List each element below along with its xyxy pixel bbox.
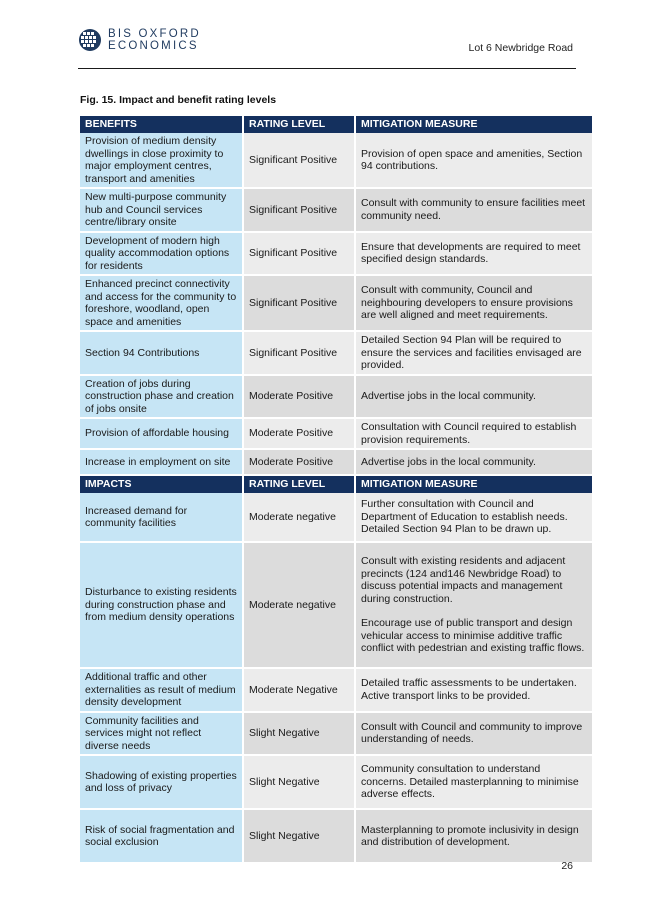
mitigation-cell xyxy=(354,543,592,669)
table-row xyxy=(80,756,592,810)
mitigation-cell: Advertise jobs in the local community. xyxy=(354,450,592,476)
table-row xyxy=(80,276,592,332)
benefit-cell: Development of modern high quality accommodation options for residents xyxy=(80,233,242,277)
rating-cell: Slight Negative xyxy=(242,756,354,810)
rating-cell: Slight Negative xyxy=(242,713,354,757)
mitigation-cell: Consult with community, Council and neighbouring developers to ensure provisions are well aligned and meet requirements. xyxy=(354,276,592,332)
mitigation-cell: Detailed traffic assessments to be undertaken. Active transport links to be provided. xyxy=(354,669,592,713)
mitigation-header: MITIGATION MEASURE xyxy=(354,116,592,133)
table-row xyxy=(80,376,592,420)
mitigation-cell: Consultation with Council required to establish provision requirements. xyxy=(354,419,592,450)
rating-cell: Significant Positive xyxy=(242,189,354,233)
rating-table xyxy=(80,116,592,864)
mitigation-cell: Masterplanning to promote inclusivity in design and distribution of development. xyxy=(354,810,592,864)
mitigation-cell: Community consultation to understand concerns. Detailed masterplanning to minimise adverse effects. xyxy=(354,756,592,810)
rating-cell: Significant Positive xyxy=(242,276,354,332)
mitigation-cell: Ensure that developments are required to meet specified design standards. xyxy=(354,233,592,277)
rating-cell: Moderate negative xyxy=(242,543,354,669)
mitigation-cell: Further consultation with Council and Department of Education to establish needs. Detailed Section 94 Plan to be drawn up. xyxy=(354,493,592,543)
mitigation-cell: Consult with community to ensure facilities meet community need. xyxy=(354,189,592,233)
benefit-cell: New multi-purpose community hub and Council services centre/library onsite xyxy=(80,189,242,233)
mitigation-cell: Consult with Council and community to improve understanding of needs. xyxy=(354,713,592,757)
rating-cell: Significant Positive xyxy=(242,233,354,277)
table-row xyxy=(80,233,592,277)
impact-cell: Additional traffic and other externalities as result of medium density development xyxy=(80,669,242,713)
impact-cell: Shadowing of existing properties and loss of privacy xyxy=(80,756,242,810)
rating-cell: Moderate Negative xyxy=(242,669,354,713)
rating-cell: Significant Positive xyxy=(242,332,354,376)
mitigation-cell: Provision of open space and amenities, Section 94 contributions. xyxy=(354,133,592,189)
benefits-header: BENEFITS xyxy=(80,116,242,133)
table-row xyxy=(80,419,592,450)
mitigation-paragraph: Consult with existing residents and adjacent precincts (124 and146 Newbridge Road) to discuss potential impacts and management during construction. xyxy=(361,555,566,605)
impacts-header-row xyxy=(80,476,592,493)
logo-line-2: ECONOMICS xyxy=(108,40,199,52)
company-logo xyxy=(78,28,201,52)
rating-cell: Moderate Positive xyxy=(242,450,354,476)
table-row xyxy=(80,543,592,669)
globe-logo-icon xyxy=(78,28,102,52)
rating-cell: Moderate negative xyxy=(242,493,354,543)
table-row xyxy=(80,332,592,376)
table-row xyxy=(80,133,592,189)
document-title: Lot 6 Newbridge Road xyxy=(468,42,573,54)
benefits-header-row xyxy=(80,116,592,133)
rating-cell: Slight Negative xyxy=(242,810,354,864)
table-row xyxy=(80,669,592,713)
impact-cell: Disturbance to existing residents during construction phase and from medium density operations xyxy=(80,543,242,669)
benefit-cell: Section 94 Contributions xyxy=(80,332,242,376)
table-row xyxy=(80,189,592,233)
benefit-cell: Enhanced precinct connectivity and access for the community to foreshore, woodland, open space and amenities xyxy=(80,276,242,332)
impact-cell: Increased demand for community facilities xyxy=(80,493,242,543)
impact-cell: Community facilities and services might not reflect diverse needs xyxy=(80,713,242,757)
table-row xyxy=(80,713,592,757)
figure-title: Fig. 15. Impact and benefit rating levels xyxy=(80,94,277,106)
benefit-cell: Creation of jobs during construction phase and creation of jobs onsite xyxy=(80,376,242,420)
benefits-body xyxy=(80,133,592,864)
mitigation-paragraph: Encourage use of public transport and design vehicular access to minimise additive traffic conflict with pedestrian and existing traffic flows. xyxy=(361,617,585,655)
impacts-header: IMPACTS xyxy=(80,476,242,493)
rating-cell: Moderate Positive xyxy=(242,376,354,420)
logo-line-1: BIS OXFORD xyxy=(108,28,201,40)
mitigation-cell: Advertise jobs in the local community. xyxy=(354,376,592,420)
benefit-cell: Provision of medium density dwellings in close proximity to major employment centres, transport and amenities xyxy=(80,133,242,189)
table-row xyxy=(80,450,592,476)
benefit-cell: Provision of affordable housing xyxy=(80,419,242,450)
benefit-cell: Increase in employment on site xyxy=(80,450,242,476)
mitigation-header: MITIGATION MEASURE xyxy=(354,476,592,493)
rating-level-header: RATING LEVEL xyxy=(242,116,354,133)
impact-cell: Risk of social fragmentation and social exclusion xyxy=(80,810,242,864)
rating-level-header: RATING LEVEL xyxy=(242,476,354,493)
mitigation-cell: Detailed Section 94 Plan will be required to ensure the services and facilities envisaged are provided. xyxy=(354,332,592,376)
page-number: 26 xyxy=(561,860,573,872)
header-divider xyxy=(78,68,576,69)
rating-cell: Significant Positive xyxy=(242,133,354,189)
table-row xyxy=(80,810,592,864)
rating-cell: Moderate Positive xyxy=(242,419,354,450)
table-row xyxy=(80,493,592,543)
